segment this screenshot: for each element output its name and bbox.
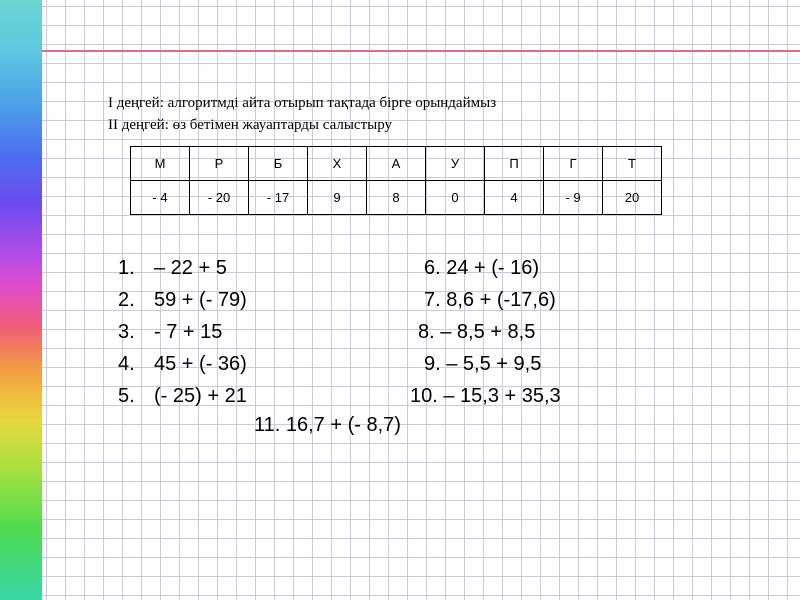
letter-cell: М (131, 147, 190, 181)
letters-row (131, 147, 662, 181)
heading-level-1: I деңгей: алгоритмді айта отырып тақтада бірге орындаймыз (108, 95, 497, 111)
problem-number: 3. (118, 321, 135, 343)
value-cell: 20 (603, 181, 662, 215)
problem-expression: 10. – 15,3 + 35,3 (410, 385, 561, 407)
problem-number: 1. (118, 257, 135, 279)
value-cell: - 9 (544, 181, 603, 215)
problem-number: 4. (118, 353, 135, 375)
problem-number: 2. (118, 289, 135, 311)
problem-expression: - 7 + 15 (154, 321, 223, 343)
letter-cell: Р (190, 147, 249, 181)
problem-expression: 11. 16,7 + (- 8,7) (254, 414, 401, 436)
problem-expression: (- 25) + 21 (154, 385, 247, 407)
problem-expression: 59 + (- 79) (154, 289, 247, 311)
cipher-table (130, 146, 662, 215)
problem-number: 5. (118, 385, 135, 407)
values-row (131, 181, 662, 215)
letter-cell: А (367, 147, 426, 181)
letter-cell: П (485, 147, 544, 181)
problem-expression: 45 + (- 36) (154, 353, 247, 375)
letter-cell: Б (249, 147, 308, 181)
rainbow-sidebar (0, 0, 42, 600)
problem-expression: 8. – 8,5 + 8,5 (418, 321, 536, 343)
letter-cell: У (426, 147, 485, 181)
problem-expression: 6. 24 + (- 16) (424, 257, 540, 279)
problem-row (118, 385, 618, 417)
value-cell: 8 (367, 181, 426, 215)
value-cell: - 4 (131, 181, 190, 215)
problem-row (118, 257, 618, 289)
value-cell: - 20 (190, 181, 249, 215)
value-cell: - 17 (249, 181, 308, 215)
heading-level-2: II деңгей: өз бетімен жауаптарды салыстыру (108, 117, 393, 133)
value-cell: 4 (485, 181, 544, 215)
margin-line (42, 50, 800, 52)
value-cell: 0 (426, 181, 485, 215)
letter-cell: Г (544, 147, 603, 181)
problem-row (118, 289, 618, 321)
problem-row (118, 353, 618, 385)
problem-list (118, 257, 618, 417)
letter-cell: Т (603, 147, 662, 181)
problem-expression: 7. 8,6 + (-17,6) (424, 289, 556, 311)
value-cell: 9 (308, 181, 367, 215)
problem-expression: 9. – 5,5 + 9,5 (424, 353, 542, 375)
letter-cell: Х (308, 147, 367, 181)
problem-row (118, 321, 618, 353)
problem-expression: – 22 + 5 (154, 257, 227, 279)
